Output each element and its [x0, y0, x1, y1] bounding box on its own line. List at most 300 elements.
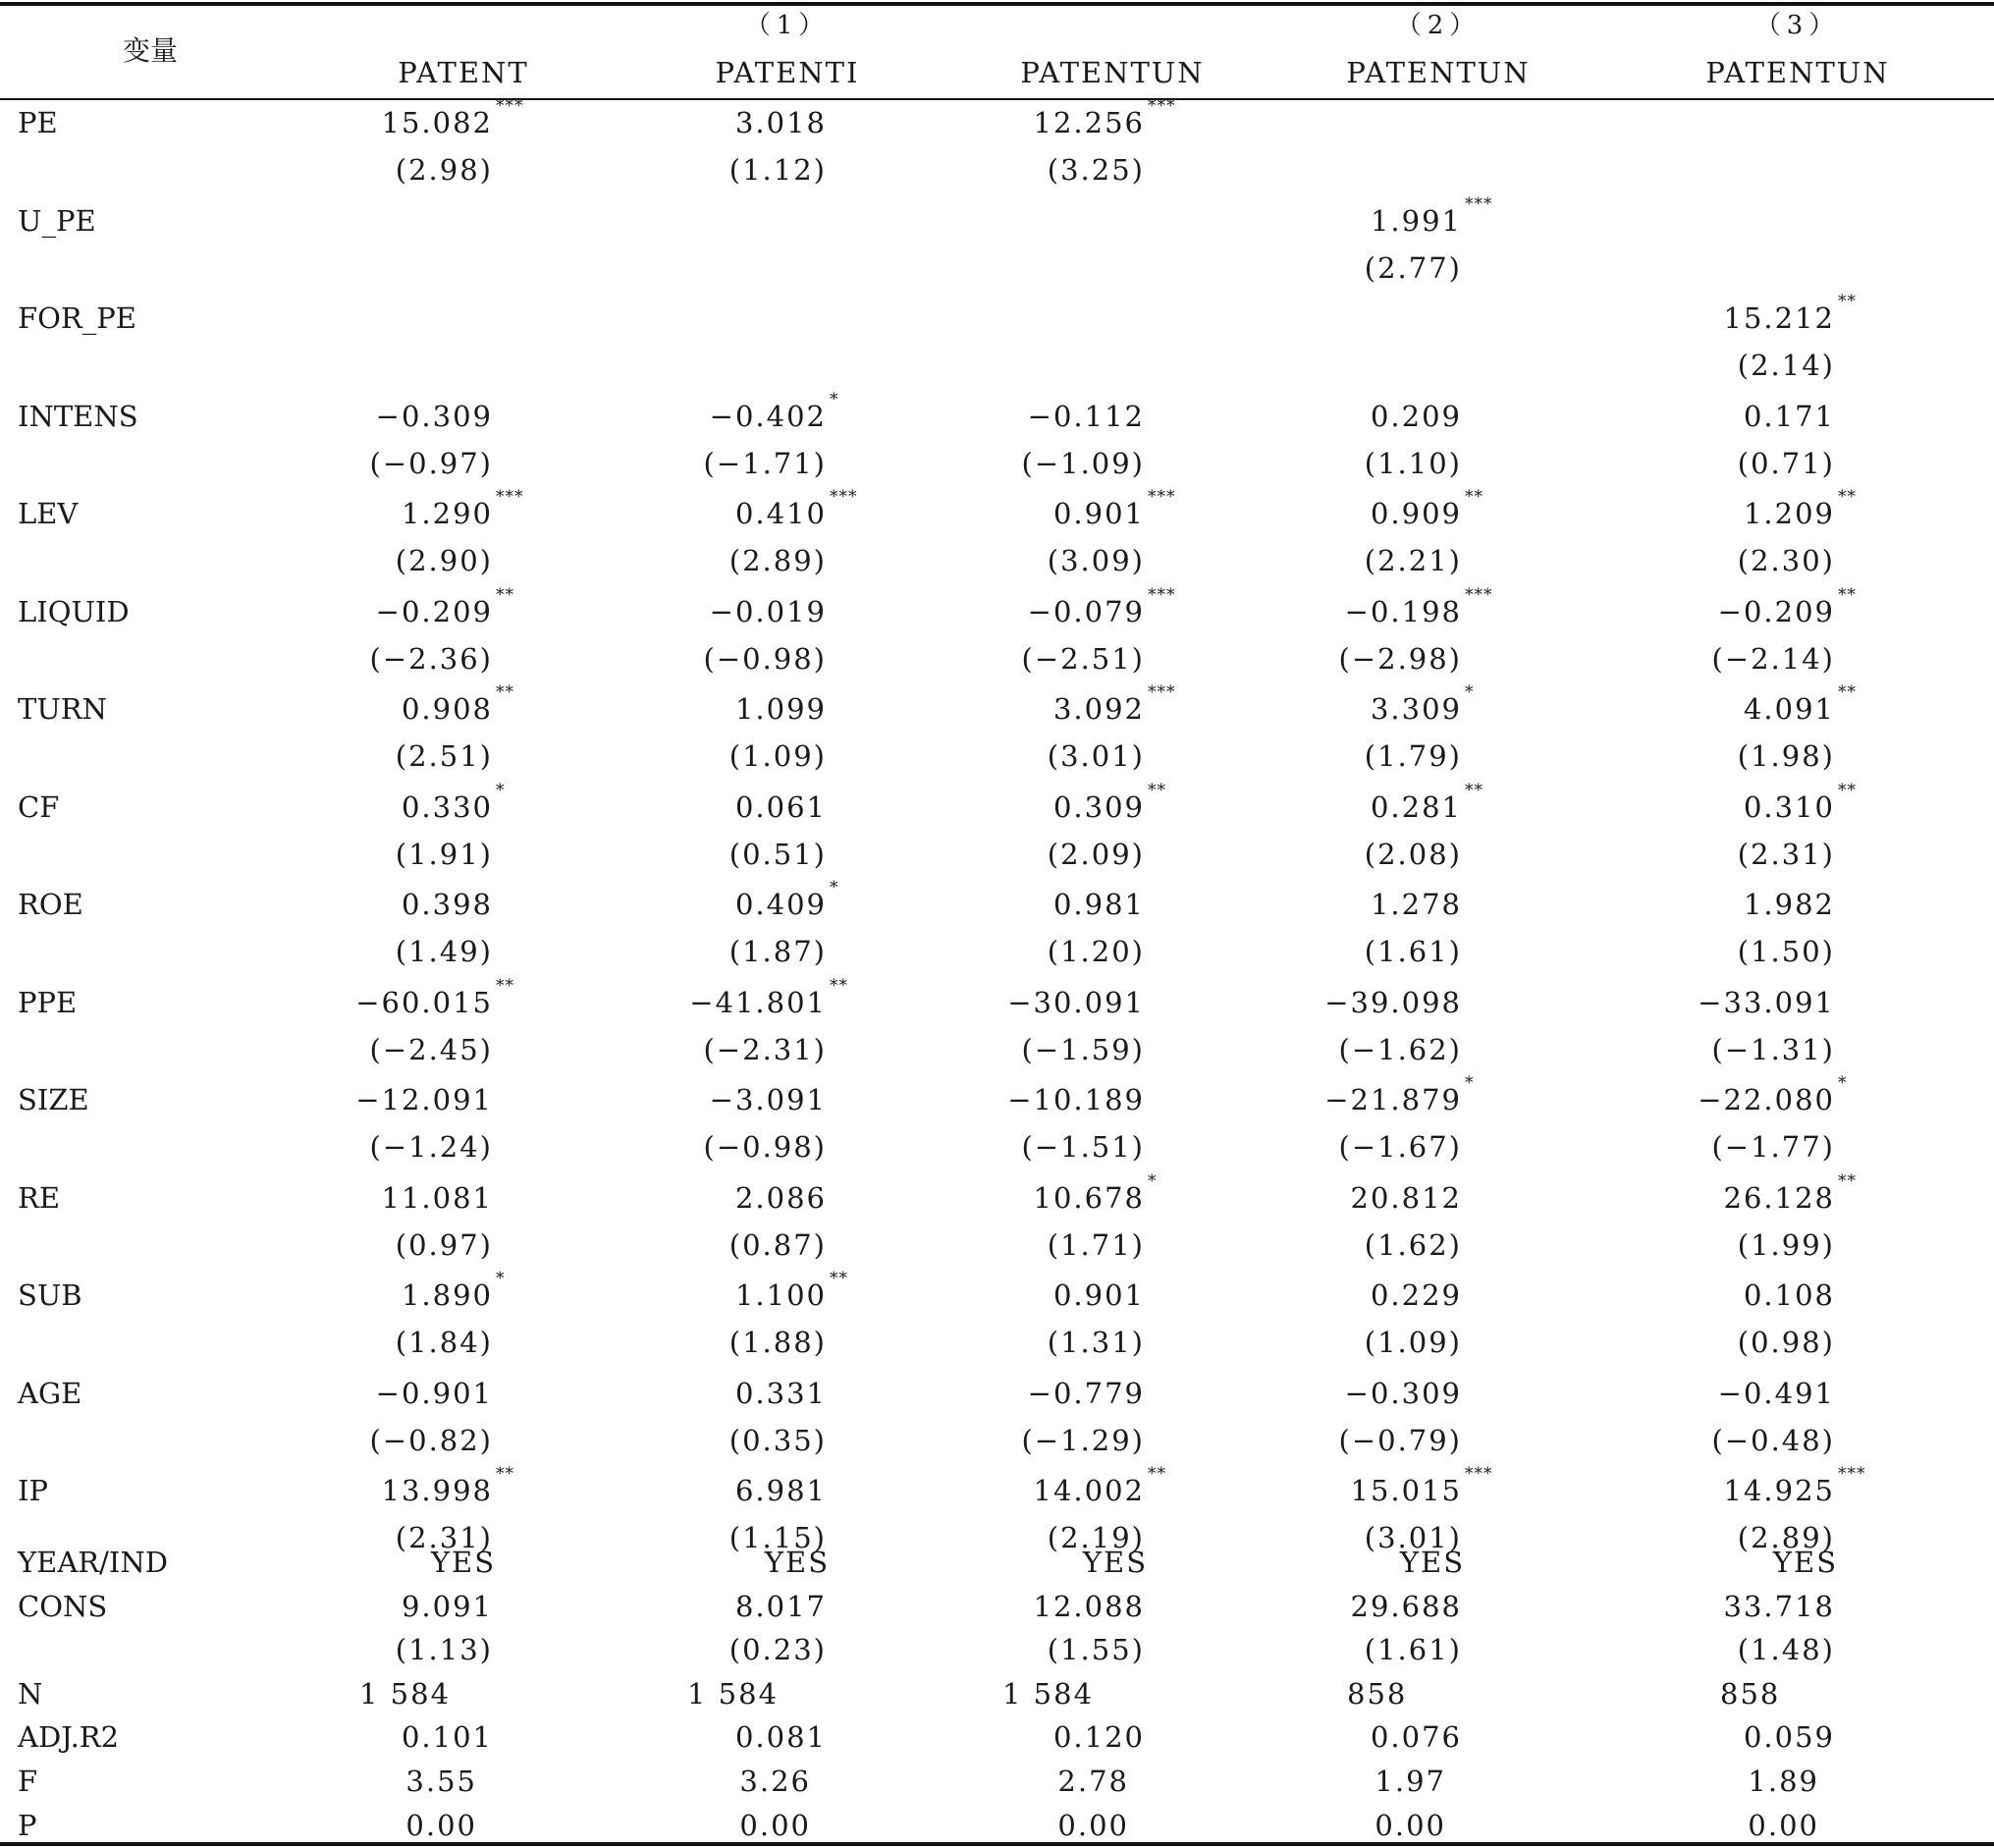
tstat-u-pe-col4 — [1364, 250, 1462, 285]
coef-size-col5-value: −22.080 * — [1698, 1073, 1848, 1116]
tstat-roe-col5 — [1737, 935, 1835, 968]
n-col5: 858 — [1720, 1677, 1781, 1711]
tstat-cons-col4-value: (1.61) — [1364, 1633, 1462, 1666]
tstat-ppe-col3-value: (−1.59) — [1021, 1032, 1145, 1066]
tstat-turn-col3 — [1047, 739, 1145, 773]
coef-liquid-col5-value: −0.209 ** — [1717, 584, 1857, 628]
coef-re-col2-value: 2.086 — [734, 1180, 827, 1215]
tstat-liquid-col2-value: (−0.98) — [703, 641, 827, 676]
tstat-pe-col3-value: (3.25) — [1047, 153, 1145, 187]
f-col3 — [1057, 1767, 1129, 1796]
tstat-intens-col4 — [1364, 446, 1462, 480]
f-col1 — [405, 1767, 477, 1796]
coef-roe-col2-value: 0.409 * — [734, 878, 839, 921]
coef-ip-col1-value: 13.998 ** — [381, 1464, 514, 1507]
coef-lev-col4-value: 0.909 ** — [1370, 487, 1483, 530]
row-label-cons: CONS — [18, 1590, 108, 1623]
coef-liquid-col1-value: −0.209 ** — [375, 584, 514, 628]
tstat-re-col3-value: (1.71) — [1047, 1227, 1145, 1262]
tstat-intens-col1-value: (−0.97) — [369, 446, 493, 480]
n-col1: 1 584 — [359, 1677, 452, 1711]
coef-lev-col2-significance-stars: *** — [830, 487, 858, 507]
tstat-size-col3 — [1021, 1130, 1146, 1164]
tstat-re-col4-value: (1.62) — [1364, 1227, 1462, 1262]
row-label-lev: LEV — [18, 497, 79, 530]
tstat-age-col4 — [1338, 1423, 1463, 1457]
coef-re-col3-significance-stars: * — [1148, 1170, 1158, 1191]
coef-lev-col4-significance-stars: ** — [1465, 487, 1483, 507]
coef-sub-col2 — [734, 1269, 848, 1312]
tstat-size-col1 — [369, 1130, 494, 1164]
coef-ppe-col3 — [1007, 985, 1145, 1019]
coef-age-col3 — [1027, 1376, 1145, 1410]
coef-size-col5-significance-stars: * — [1838, 1073, 1848, 1093]
coef-pe-col1-significance-stars: *** — [496, 96, 524, 116]
tstat-for-pe-col5 — [1737, 349, 1835, 382]
coef-intens-col1 — [375, 399, 493, 433]
f-col4-value: 1.97 — [1374, 1765, 1446, 1798]
adj-r2-col1-value: 0.101 — [401, 1720, 493, 1754]
coef-for-pe-col5 — [1723, 292, 1857, 335]
tstat-sub-col5 — [1737, 1326, 1835, 1359]
row-label-roe: ROE — [18, 888, 83, 921]
coef-sub-col1-significance-stars: * — [496, 1269, 506, 1288]
coef-re-col4-value: 20.812 — [1350, 1180, 1462, 1215]
coef-cf-col1-value: 0.330 * — [401, 780, 506, 824]
tstat-roe-col2 — [728, 935, 827, 968]
row-label-liquid: LIQUID — [18, 594, 130, 628]
coef-intens-col3-value: −0.112 — [1027, 399, 1145, 433]
coef-ip-col4-significance-stars: *** — [1465, 1464, 1493, 1484]
coef-pe-col3-value: 12.256 *** — [1033, 96, 1176, 139]
tstat-liquid-col4 — [1338, 641, 1463, 676]
coef-sub-col4-value: 0.229 — [1370, 1278, 1462, 1312]
tstat-sub-col1-value: (1.84) — [395, 1326, 493, 1359]
row-label-p: P — [18, 1809, 37, 1842]
coef-liquid-col5-significance-stars: ** — [1838, 584, 1857, 605]
row-label-n: N — [18, 1677, 43, 1711]
coef-roe-col5-value: 1.982 — [1743, 888, 1835, 921]
tstat-roe-col3 — [1047, 935, 1145, 968]
coef-size-col1-value: −12.091 — [355, 1083, 493, 1116]
coef-liquid-col1 — [375, 584, 514, 628]
coef-ppe-col2-value: −41.801 ** — [689, 975, 848, 1019]
coef-roe-col2 — [734, 878, 839, 921]
tstat-cf-col2-value: (0.51) — [728, 837, 827, 871]
tstat-turn-col4-value: (1.79) — [1364, 739, 1462, 773]
tstat-cons-col2 — [728, 1633, 827, 1666]
coef-sub-col2-significance-stars: ** — [830, 1269, 848, 1288]
coef-cons-col5 — [1723, 1590, 1835, 1623]
coef-re-col5-significance-stars: ** — [1838, 1170, 1857, 1191]
coef-sub-col3 — [1052, 1278, 1145, 1312]
coef-re-col1 — [381, 1180, 493, 1215]
coef-age-col3-value: −0.779 — [1027, 1376, 1145, 1410]
coef-age-col1 — [375, 1376, 493, 1410]
tstat-intens-col5-value: (0.71) — [1737, 446, 1835, 480]
tstat-ppe-col4-value: (−1.62) — [1338, 1032, 1462, 1066]
tstat-sub-col2 — [728, 1326, 827, 1359]
tstat-liquid-col1-value: (−2.36) — [369, 641, 493, 676]
tstat-cf-col2 — [728, 837, 827, 871]
tstat-cons-col1 — [395, 1633, 493, 1666]
coef-liquid-col2 — [709, 594, 827, 628]
coef-u-pe-col4 — [1370, 193, 1493, 238]
coef-cf-col2 — [734, 789, 827, 824]
row-label-year-ind: YEAR/IND — [18, 1546, 168, 1579]
tstat-ppe-col4 — [1338, 1032, 1463, 1066]
tstat-lev-col3 — [1047, 544, 1145, 577]
f-col2-value: 3.26 — [739, 1765, 811, 1798]
coef-lev-col5-value: 1.209 ** — [1743, 487, 1857, 530]
tstat-sub-col5-value: (0.98) — [1737, 1326, 1835, 1359]
tstat-lev-col2-value: (2.89) — [728, 544, 827, 577]
coef-turn-col1 — [401, 682, 514, 726]
coef-cf-col1-significance-stars: * — [496, 780, 506, 800]
row-label-for-pe: FOR_PE — [18, 301, 136, 335]
group-label-2: （2） — [1395, 11, 1482, 40]
coef-age-col2-value: 0.331 — [734, 1376, 827, 1410]
tstat-liquid-col5-value: (−2.14) — [1711, 641, 1835, 676]
tstat-liquid-col5 — [1711, 641, 1836, 676]
coef-size-col5 — [1698, 1073, 1848, 1116]
coef-cf-col4-value: 0.281 ** — [1370, 780, 1483, 824]
tstat-intens-col5 — [1737, 446, 1835, 480]
coef-lev-col1-significance-stars: *** — [496, 487, 524, 507]
coef-intens-col2-value: −0.402 * — [709, 389, 839, 433]
coef-roe-col4 — [1370, 888, 1462, 921]
tstat-u-pe-col4-value: (2.77) — [1364, 250, 1462, 285]
adj-r2-col1 — [401, 1720, 493, 1754]
coef-ip-col4 — [1350, 1464, 1493, 1507]
coef-cf-col5-significance-stars: ** — [1838, 780, 1857, 800]
coef-cons-col1-value: 9.091 — [401, 1590, 493, 1623]
coef-intens-col4 — [1370, 399, 1462, 433]
tstat-roe-col3-value: (1.20) — [1047, 935, 1145, 968]
coef-age-col4 — [1344, 1376, 1462, 1410]
coef-age-col1-value: −0.901 — [375, 1376, 493, 1410]
tstat-ppe-col5-value: (−1.31) — [1711, 1032, 1835, 1066]
coef-roe-col5 — [1743, 888, 1835, 921]
coef-ip-col2-value: 6.981 — [734, 1474, 827, 1507]
tstat-age-col3 — [1021, 1423, 1146, 1457]
coef-turn-col5 — [1743, 682, 1857, 726]
tstat-roe-col1-value: (1.49) — [395, 935, 493, 968]
coef-age-col5 — [1717, 1376, 1835, 1410]
coef-turn-col4-value: 3.309 * — [1370, 682, 1475, 726]
tstat-intens-col2-value: (−1.71) — [703, 446, 827, 480]
tstat-age-col2-value: (0.35) — [728, 1423, 827, 1457]
tstat-liquid-col4-value: (−2.98) — [1338, 641, 1462, 676]
coef-ip-col1 — [381, 1464, 514, 1507]
coef-roe-col3 — [1052, 888, 1145, 921]
coef-age-col2 — [734, 1376, 827, 1410]
coef-ppe-col1-significance-stars: ** — [496, 975, 514, 996]
tstat-ip-col5-value: (2.89) — [1737, 1521, 1835, 1554]
coef-turn-col4 — [1370, 682, 1475, 726]
tstat-cons-col5 — [1737, 1633, 1835, 1666]
tstat-roe-col2-value: (1.87) — [728, 935, 827, 968]
row-label-ppe: PPE — [18, 985, 78, 1019]
coef-turn-col1-value: 0.908 ** — [401, 682, 514, 726]
table-header-rule — [0, 98, 1994, 100]
tstat-re-col2 — [728, 1227, 827, 1262]
year-ind-col5: YES — [1772, 1546, 1839, 1579]
tstat-cons-col3-value: (1.55) — [1047, 1633, 1145, 1666]
coef-cons-col2 — [734, 1590, 827, 1623]
tstat-size-col5 — [1711, 1130, 1836, 1164]
tstat-lev-col5 — [1737, 544, 1835, 577]
tstat-sub-col3 — [1047, 1326, 1145, 1359]
coef-sub-col5 — [1743, 1278, 1835, 1312]
tstat-pe-col1 — [395, 153, 493, 187]
row-label-turn: TURN — [18, 692, 107, 726]
coef-size-col2 — [709, 1083, 827, 1116]
year-ind-col4: YES — [1399, 1546, 1466, 1579]
coef-size-col2-value: −3.091 — [709, 1083, 827, 1116]
tstat-age-col5 — [1711, 1423, 1836, 1457]
coef-ip-col2 — [734, 1474, 827, 1507]
tstat-cons-col2-value: (0.23) — [728, 1633, 827, 1666]
p-col3-value: 0.00 — [1057, 1809, 1129, 1842]
coef-turn-col2-value: 1.099 — [734, 692, 827, 726]
tstat-ppe-col2 — [703, 1032, 828, 1066]
tstat-size-col2 — [703, 1130, 828, 1164]
adj-r2-col2 — [734, 1720, 827, 1754]
coef-roe-col4-value: 1.278 — [1370, 888, 1462, 921]
column-header-patentun-1: PATENTUN — [1020, 56, 1205, 89]
tstat-ppe-col1 — [369, 1032, 494, 1066]
coef-cf-col2-value: 0.061 — [734, 789, 827, 824]
coef-intens-col3 — [1027, 399, 1145, 433]
tstat-cons-col5-value: (1.48) — [1737, 1633, 1835, 1666]
column-header-patenti: PATENTI — [715, 56, 860, 89]
tstat-pe-col3 — [1047, 153, 1145, 187]
tstat-cf-col3 — [1047, 837, 1145, 871]
n-col2: 1 584 — [687, 1677, 780, 1711]
adj-r2-col4-value: 0.076 — [1370, 1720, 1462, 1754]
coef-size-col4-significance-stars: * — [1465, 1073, 1475, 1093]
coef-ppe-col4 — [1324, 985, 1462, 1019]
coef-ppe-col5 — [1698, 985, 1835, 1019]
tstat-age-col3-value: (−1.29) — [1021, 1423, 1145, 1457]
tstat-pe-col2 — [728, 153, 827, 187]
tstat-lev-col1-value: (2.90) — [395, 544, 493, 577]
coef-sub-col1 — [401, 1269, 506, 1312]
tstat-pe-col2-value: (1.12) — [728, 153, 827, 187]
tstat-ip-col2-value: (1.15) — [728, 1521, 827, 1554]
coef-ppe-col4-value: −39.098 — [1324, 985, 1462, 1019]
coef-re-col3 — [1033, 1170, 1158, 1215]
f-col4 — [1374, 1767, 1446, 1796]
tstat-age-col1 — [369, 1423, 494, 1457]
tstat-cons-col4 — [1364, 1633, 1462, 1666]
coef-cf-col4 — [1370, 780, 1483, 824]
coef-lev-col3-value: 0.901 *** — [1052, 487, 1176, 530]
tstat-lev-col2 — [728, 544, 827, 577]
coef-cf-col3-significance-stars: ** — [1148, 780, 1166, 800]
coef-roe-col3-value: 0.981 — [1052, 888, 1145, 921]
tstat-intens-col2 — [703, 446, 828, 480]
coef-pe-col1 — [381, 96, 524, 139]
coef-re-col1-value: 11.081 — [381, 1180, 493, 1215]
coef-size-col3-value: −10.189 — [1007, 1083, 1145, 1116]
coef-re-col2 — [734, 1180, 827, 1215]
coef-u-pe-col4-value: 1.991 *** — [1370, 193, 1493, 238]
tstat-lev-col4-value: (2.21) — [1364, 544, 1462, 577]
coef-ppe-col1 — [355, 975, 514, 1019]
year-ind-col2: YES — [764, 1546, 831, 1579]
tstat-sub-col4-value: (1.09) — [1364, 1326, 1462, 1359]
tstat-age-col5-value: (−0.48) — [1711, 1423, 1835, 1457]
tstat-sub-col2-value: (1.88) — [728, 1326, 827, 1359]
tstat-turn-col4 — [1364, 739, 1462, 773]
p-col4 — [1374, 1809, 1446, 1842]
coef-liquid-col2-value: −0.019 — [709, 594, 827, 628]
coef-ip-col5-value: 14.925 *** — [1723, 1464, 1866, 1507]
row-label-intens: INTENS — [18, 399, 138, 433]
adj-r2-col2-value: 0.081 — [734, 1720, 827, 1754]
coef-intens-col1-value: −0.309 — [375, 399, 493, 433]
coef-size-col4-value: −21.879 * — [1324, 1073, 1475, 1116]
coef-pe-col2 — [734, 106, 827, 139]
coef-ip-col5-significance-stars: *** — [1838, 1464, 1866, 1484]
coef-lev-col3-significance-stars: *** — [1148, 487, 1176, 507]
tstat-re-col5 — [1737, 1227, 1835, 1262]
coef-for-pe-col5-value: 15.212 ** — [1723, 292, 1857, 335]
f-col5-value: 1.89 — [1748, 1765, 1819, 1798]
coef-re-col3-value: 10.678 * — [1033, 1170, 1158, 1215]
coef-liquid-col4 — [1344, 584, 1493, 628]
row-label-size: SIZE — [18, 1083, 89, 1116]
tstat-cf-col1-value: (1.91) — [395, 837, 493, 871]
tstat-turn-col2 — [728, 739, 827, 773]
tstat-re-col1-value: (0.97) — [395, 1227, 493, 1262]
tstat-ip-col3-value: (2.19) — [1047, 1521, 1145, 1554]
row-label-age: AGE — [18, 1376, 82, 1410]
tstat-size-col3-value: (−1.51) — [1021, 1130, 1145, 1164]
tstat-intens-col4-value: (1.10) — [1364, 446, 1462, 480]
tstat-size-col4 — [1338, 1130, 1463, 1164]
tstat-ppe-col2-value: (−2.31) — [703, 1032, 827, 1066]
coef-sub-col3-value: 0.901 — [1052, 1278, 1145, 1312]
tstat-age-col1-value: (−0.82) — [369, 1423, 493, 1457]
coef-ip-col1-significance-stars: ** — [496, 1464, 514, 1484]
tstat-ip-col1-value: (2.31) — [395, 1521, 493, 1554]
coef-lev-col2-value: 0.410 *** — [734, 487, 858, 530]
coef-liquid-col3-value: −0.079 *** — [1027, 584, 1176, 628]
coef-for-pe-col5-significance-stars: ** — [1838, 292, 1857, 311]
coef-pe-col2-value: 3.018 — [734, 106, 827, 139]
tstat-turn-col5-value: (1.98) — [1737, 739, 1835, 773]
adj-r2-col5 — [1743, 1720, 1835, 1754]
coef-cons-col2-value: 8.017 — [734, 1590, 827, 1623]
tstat-sub-col4 — [1364, 1326, 1462, 1359]
tstat-intens-col3-value: (−1.09) — [1021, 446, 1145, 480]
tstat-cf-col3-value: (2.09) — [1047, 837, 1145, 871]
row-label-re: RE — [18, 1180, 61, 1215]
tstat-cf-col5 — [1737, 837, 1835, 871]
coef-cons-col4 — [1350, 1590, 1462, 1623]
coef-turn-col3-value: 3.092 *** — [1052, 682, 1176, 726]
tstat-age-col4-value: (−0.79) — [1338, 1423, 1462, 1457]
coef-turn-col3-significance-stars: *** — [1148, 682, 1176, 702]
coef-cf-col3-value: 0.309 ** — [1052, 780, 1166, 824]
tstat-pe-col1-value: (2.98) — [395, 153, 493, 187]
n-col4: 858 — [1347, 1677, 1408, 1711]
coef-lev-col5 — [1743, 487, 1857, 530]
tstat-size-col1-value: (−1.24) — [369, 1130, 493, 1164]
coef-ip-col4-value: 15.015 *** — [1350, 1464, 1493, 1507]
tstat-for-pe-col5-value: (2.14) — [1737, 349, 1835, 382]
tstat-ppe-col1-value: (−2.45) — [369, 1032, 493, 1066]
coef-ppe-col5-value: −33.091 — [1698, 985, 1835, 1019]
coef-sub-col5-value: 0.108 — [1743, 1278, 1835, 1312]
group-label-3: （3） — [1754, 11, 1841, 40]
tstat-lev-col5-value: (2.30) — [1737, 544, 1835, 577]
year-ind-col3: YES — [1082, 1546, 1149, 1579]
coef-ip-col3 — [1033, 1464, 1166, 1507]
coef-cons-col5-value: 33.718 — [1723, 1590, 1835, 1623]
p-col5-value: 0.00 — [1748, 1809, 1819, 1842]
coef-age-col4-value: −0.309 — [1344, 1376, 1462, 1410]
coef-ip-col3-significance-stars: ** — [1148, 1464, 1166, 1484]
f-col1-value: 3.55 — [405, 1765, 477, 1798]
tstat-liquid-col2 — [703, 641, 828, 676]
coef-liquid-col3 — [1027, 584, 1176, 628]
p-col3 — [1057, 1809, 1129, 1842]
tstat-re-col2-value: (0.87) — [728, 1227, 827, 1262]
coef-lev-col1-value: 1.290 *** — [401, 487, 524, 530]
coef-turn-col5-significance-stars: ** — [1838, 682, 1857, 702]
tstat-liquid-col3 — [1021, 641, 1146, 676]
adj-r2-col3-value: 0.120 — [1052, 1720, 1145, 1754]
coef-intens-col2 — [709, 389, 839, 433]
table-bottom-rule — [0, 1842, 1994, 1846]
p-col5 — [1748, 1809, 1819, 1842]
coef-roe-col1 — [401, 888, 493, 921]
coef-intens-col4-value: 0.209 — [1370, 399, 1462, 433]
tstat-cf-col4-value: (2.08) — [1364, 837, 1462, 871]
tstat-turn-col3-value: (3.01) — [1047, 739, 1145, 773]
tstat-cf-col5-value: (2.31) — [1737, 837, 1835, 871]
table-top-rule — [0, 2, 1994, 6]
tstat-liquid-col1 — [369, 641, 494, 676]
column-header-patentun-3: PATENTUN — [1705, 56, 1890, 89]
tstat-roe-col1 — [395, 935, 493, 968]
coef-intens-col2-significance-stars: * — [830, 389, 839, 409]
tstat-sub-col3-value: (1.31) — [1047, 1326, 1145, 1359]
coef-u-pe-col4-significance-stars: *** — [1465, 193, 1493, 214]
p-col2 — [739, 1809, 811, 1842]
coef-turn-col5-value: 4.091 ** — [1743, 682, 1857, 726]
coef-cons-col3 — [1033, 1590, 1145, 1623]
tstat-cons-col1-value: (1.13) — [395, 1633, 493, 1666]
tstat-cf-col1 — [395, 837, 493, 871]
tstat-size-col2-value: (−0.98) — [703, 1130, 827, 1164]
tstat-liquid-col3-value: (−2.51) — [1021, 641, 1145, 676]
f-col5 — [1748, 1767, 1819, 1796]
row-label-sub: SUB — [18, 1278, 82, 1312]
coef-lev-col2 — [734, 487, 858, 530]
group-label-1: （1） — [744, 11, 831, 40]
coef-lev-col3 — [1052, 487, 1176, 530]
adj-r2-col5-value: 0.059 — [1743, 1720, 1835, 1754]
coef-cf-col5-value: 0.310 ** — [1743, 780, 1857, 824]
tstat-ppe-col3 — [1021, 1032, 1146, 1066]
coef-re-col5 — [1723, 1170, 1857, 1215]
tstat-intens-col1 — [369, 446, 494, 480]
